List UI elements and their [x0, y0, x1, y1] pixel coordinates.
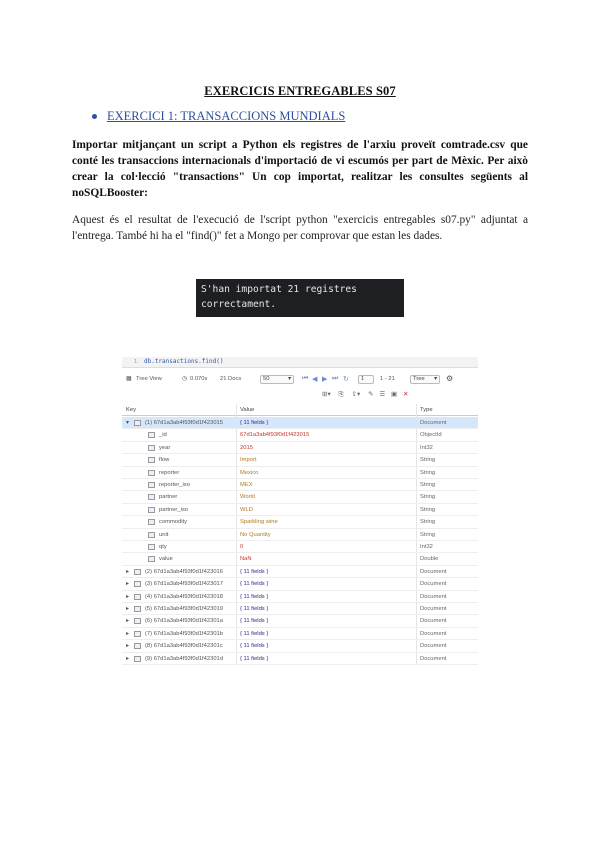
expand-icon[interactable]: ▸ [126, 655, 129, 662]
row-value: { 11 fields } [240, 420, 269, 426]
view-icon[interactable]: ☰ [379, 391, 386, 398]
row-key: (8) 67d1a3ab4f93f0d1f42301c [145, 643, 223, 650]
document-icon [134, 618, 141, 624]
grid-row[interactable] [122, 566, 478, 578]
row-key: value [159, 556, 173, 563]
row-value: { 11 fields } [240, 606, 269, 612]
grid-row[interactable] [122, 603, 478, 615]
row-key: (7) 67d1a3ab4f93f0d1f42301b [145, 630, 224, 637]
field-icon [148, 482, 155, 488]
field-icon [148, 432, 155, 438]
row-value: { 11 fields } [240, 581, 269, 588]
row-value: Import [240, 457, 257, 464]
grid-row[interactable] [122, 553, 478, 565]
row-value: MEX [240, 482, 253, 488]
field-icon [148, 470, 155, 476]
field-icon [148, 544, 155, 550]
expand-icon[interactable]: ▸ [126, 606, 129, 612]
page-size-value: 50 [263, 376, 270, 382]
document-icon [134, 420, 141, 426]
row-key: qty [159, 544, 167, 550]
view-mode-value: Tree [413, 376, 425, 382]
refresh-icon[interactable]: ↻ [343, 376, 349, 383]
document-icon [134, 581, 141, 587]
expand-icon[interactable]: ▸ [126, 568, 129, 575]
row-key: (1) 67d1a3ab4f93f0d1f423015 [145, 420, 224, 426]
expand-icon[interactable]: ▸ [126, 618, 129, 625]
tree-view-icon[interactable]: ▦ [126, 376, 132, 382]
column-value[interactable]: Value [240, 407, 255, 413]
nosqlbooster-screenshot [122, 357, 478, 665]
row-key: (4) 67d1a3ab4f93f0d1f423018 [145, 593, 224, 600]
row-key: year [159, 444, 171, 451]
row-key: (6) 67d1a3ab4f93f0d1f42301a [145, 618, 224, 625]
row-value: NaN [240, 556, 252, 563]
page-size-select[interactable] [260, 375, 294, 384]
grid-row[interactable] [122, 640, 478, 652]
row-type: Document [420, 655, 447, 662]
row-key: partner [159, 494, 178, 501]
row-value: { 11 fields } [240, 655, 269, 662]
last-page-icon[interactable]: ⏭ [332, 375, 339, 382]
row-value: { 11 fields } [240, 630, 269, 637]
query-editor[interactable] [122, 357, 478, 368]
grid-row[interactable] [122, 429, 478, 441]
grid-row[interactable] [122, 504, 478, 516]
first-page-icon[interactable]: ⏮ [302, 375, 309, 382]
row-key: partner_iso [159, 506, 189, 513]
row-key: (3) 67d1a3ab4f93f0d1f423017 [145, 581, 224, 588]
add-icon[interactable]: ⊞▾ [322, 391, 331, 398]
query-text[interactable]: db.transactions.find() [144, 358, 224, 365]
row-type: Int32 [420, 544, 433, 550]
field-icon [148, 494, 155, 500]
field-icon [148, 519, 155, 525]
row-type: String [420, 469, 436, 476]
row-type: String [420, 506, 436, 513]
row-type: Int32 [420, 444, 433, 451]
row-type: ObjectId [420, 432, 442, 439]
grid-row[interactable] [122, 479, 478, 491]
document-icon [134, 643, 141, 649]
document-icon [134, 569, 141, 575]
grid-row[interactable] [122, 516, 478, 528]
row-key: (5) 67d1a3ab4f93f0d1f423019 [145, 606, 224, 612]
grid-row[interactable] [122, 578, 478, 590]
chevron-down-icon: ▾ [288, 376, 291, 382]
field-icon [148, 532, 155, 538]
tree-view-label[interactable]: Tree View [136, 376, 162, 382]
row-type: Document [420, 606, 447, 612]
row-value: 0 [240, 544, 244, 550]
grid-row[interactable] [122, 529, 478, 541]
clock-icon: ◷ [182, 376, 188, 382]
exercise-heading [92, 109, 345, 124]
row-value: Sparkling wine [240, 519, 278, 526]
expand-icon[interactable]: ▸ [126, 581, 129, 588]
grid-row[interactable] [122, 541, 478, 553]
document-title: EXERCICIS ENTREGABLES S07 [204, 84, 396, 98]
document-icon [134, 631, 141, 637]
grid-row[interactable] [122, 615, 478, 627]
edit-icon[interactable]: ✎ [368, 391, 374, 398]
line-number: 1 [134, 359, 138, 365]
view-mode-select[interactable] [410, 375, 440, 384]
row-type: String [420, 531, 436, 538]
page-input[interactable] [358, 375, 374, 384]
row-type: Document [420, 618, 447, 625]
field-icon [148, 507, 155, 513]
row-type: String [420, 482, 436, 488]
row-key: reporter [159, 469, 180, 476]
row-type: Double [420, 556, 439, 563]
chevron-down-icon: ▾ [434, 376, 437, 382]
expand-icon[interactable]: ▸ [126, 643, 129, 650]
terminal-line: S'han importat 21 registres [201, 284, 357, 295]
terminal-output [196, 279, 404, 317]
row-type: Document [420, 568, 447, 575]
row-value: No Quantity [240, 531, 271, 538]
grid-header [122, 404, 478, 416]
row-type: String [420, 519, 436, 526]
row-type: String [420, 494, 436, 501]
delete-icon[interactable]: ✕ [402, 391, 409, 398]
row-value: 2015 [240, 444, 253, 451]
row-value: { 11 fields } [240, 643, 269, 650]
doc-count: 21 Docs [220, 376, 242, 382]
grid-row[interactable] [122, 467, 478, 479]
export-icon[interactable]: ⇪▾ [351, 391, 361, 398]
field-icon [148, 457, 155, 463]
field-icon [148, 556, 155, 562]
save-icon[interactable]: ▣ [390, 391, 398, 398]
result-toolbar [122, 373, 478, 387]
next-page-icon[interactable]: ▶ [322, 376, 328, 383]
row-type: Document [420, 593, 447, 600]
row-key: unit [159, 531, 169, 538]
row-type: Document [420, 630, 447, 637]
range-label: 1 - 21 [380, 376, 395, 382]
row-key: (2) 67d1a3ab4f93f0d1f423016 [145, 568, 224, 575]
document-icon [134, 594, 141, 600]
row-key: (9) 67d1a3ab4f93f0d1f42301d [145, 655, 224, 662]
exercise-heading-text: EXERCICI 1: TRANSACCIONS MUNDIALS [107, 109, 346, 123]
field-icon [148, 445, 155, 451]
action-toolbar [322, 390, 408, 402]
prev-page-icon[interactable]: ◀ [312, 376, 318, 383]
row-value: 67d1a3ab4f93f0d1f423015 [240, 432, 310, 439]
collapse-icon[interactable]: ▾ [126, 420, 129, 426]
expand-icon[interactable]: ▸ [126, 593, 129, 600]
grid-row[interactable] [122, 454, 478, 466]
grid-row[interactable] [122, 442, 478, 454]
row-value: { 11 fields } [240, 618, 269, 625]
row-type: String [420, 457, 436, 464]
grid-row[interactable] [122, 628, 478, 640]
settings-icon[interactable]: ⚙ [446, 374, 454, 383]
row-key: commodity [159, 519, 188, 526]
result-paragraph: Aquest és el resultat de l'execució de l'script python "exercicis entregables s07.py" adjuntat a l'entrega. També hi ha el "find()" fet a Mongo per comprovar que estan les dades. [72, 214, 528, 242]
terminal-line: correctament. [201, 299, 277, 310]
document-icon [134, 606, 141, 612]
row-value: Mexico [240, 469, 259, 476]
row-value: { 11 fields } [240, 593, 269, 600]
row-value: WLD [240, 506, 253, 513]
row-key: reporter_iso [159, 482, 190, 488]
row-type: Document [420, 420, 447, 426]
page-value: 1 [361, 376, 365, 382]
row-type: Document [420, 581, 447, 588]
column-key[interactable]: Key [126, 407, 136, 413]
elapsed-time: 0.070s [190, 376, 208, 382]
row-key: flow [159, 457, 170, 464]
document-icon [134, 656, 141, 662]
grid-row[interactable] [122, 653, 478, 665]
grid-row[interactable] [122, 491, 478, 503]
row-key: _id [159, 432, 167, 439]
row-value: World [240, 494, 256, 501]
copy-icon[interactable]: ⎘ [338, 391, 344, 398]
row-value: { 11 fields } [240, 568, 269, 575]
column-type[interactable]: Type [420, 407, 433, 413]
grid-row[interactable] [122, 417, 478, 429]
exercise-statement: Importar mitjançant un script a Python els registres de l'arxiu proveït comtrade.csv que conté les transaccions internacionals d'importació de vi escumós per part de Mèxic. Per això crear la col·lecció "transactions" Un cop importat, realitzar les consultes següents al noSQLBooster: [72, 139, 528, 199]
expand-icon[interactable]: ▸ [126, 630, 129, 637]
bullet-icon [92, 114, 97, 119]
grid-row[interactable] [122, 591, 478, 603]
row-type: Document [420, 643, 447, 650]
